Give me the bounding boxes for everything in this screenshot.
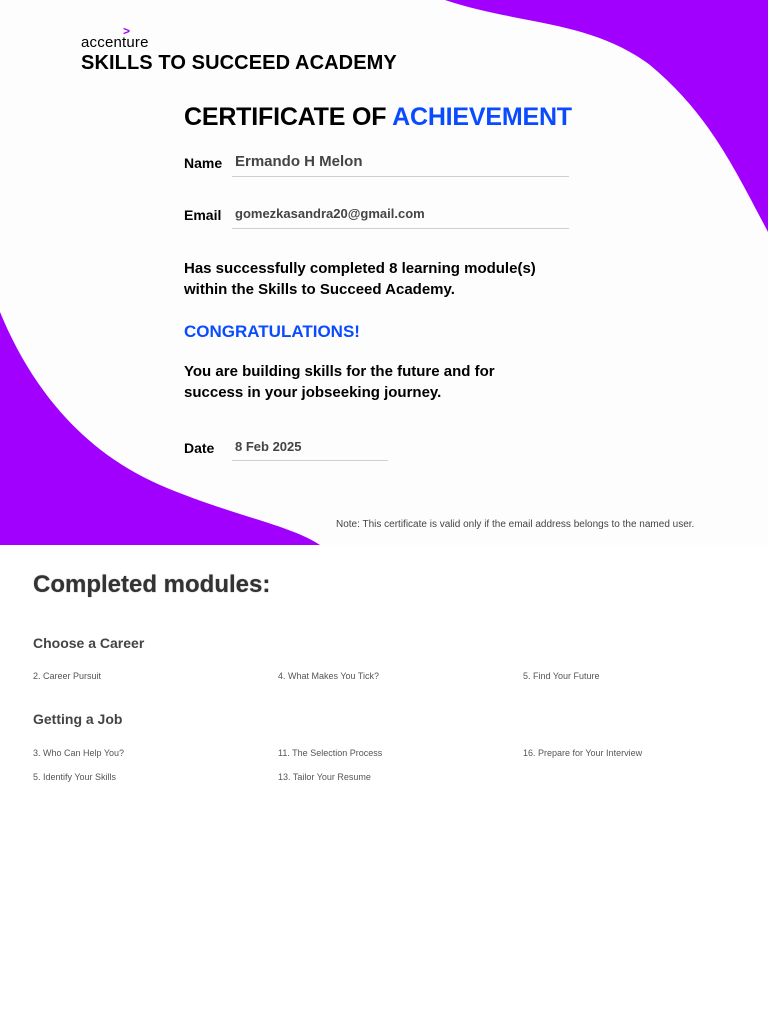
module-item: 4. What Makes You Tick?: [278, 671, 380, 681]
email-label: Email: [184, 207, 222, 223]
academy-title: SKILLS TO SUCCEED ACADEMY: [81, 52, 397, 74]
completion-line-1: Has successfully completed 8 learning module(s): [184, 260, 536, 277]
category-choose-a-career: Choose a Career: [33, 635, 145, 651]
congratulations-heading: CONGRATULATIONS!: [184, 322, 360, 341]
certificate-title: [184, 103, 572, 132]
module-item: 5. Identify Your Skills: [33, 772, 117, 782]
module-item: 5. Find Your Future: [523, 671, 600, 681]
completion-statement: [184, 258, 536, 300]
validity-note: Note: This certificate is valid only if the email address belongs to the named user.: [336, 519, 695, 530]
name-label: Name: [184, 155, 223, 171]
completion-line-2: within the Skills to Succeed Academy.: [184, 281, 455, 298]
message-line-2: success in your jobseeking journey.: [184, 384, 442, 401]
date-label: Date: [184, 440, 215, 456]
logo-wordmark: accenture: [81, 34, 149, 51]
certificate-title-highlight: ACHIEVEMENT: [392, 103, 572, 131]
module-item: 13. Tailor Your Resume: [278, 772, 371, 782]
module-item: 11. The Selection Process: [278, 748, 383, 758]
certificate-title-prefix: CERTIFICATE OF: [184, 103, 387, 131]
module-item: 3. Who Can Help You?: [33, 748, 125, 758]
module-item: 16. Prepare for Your Interview: [523, 748, 643, 758]
completed-modules-title: Completed modules:: [33, 571, 271, 598]
name-value: Ermando H Melon: [232, 153, 569, 177]
email-value: gomezkasandra20@gmail.com: [232, 206, 569, 229]
module-item: 2. Career Pursuit: [33, 671, 102, 681]
encouragement-message: [184, 361, 495, 403]
category-getting-a-job: Getting a Job: [33, 711, 123, 727]
bottom-left-wave: [0, 312, 320, 545]
date-value: 8 Feb 2025: [232, 439, 388, 461]
message-line-1: You are building skills for the future and for: [184, 363, 495, 380]
accenture-chevron-icon: >: [123, 24, 131, 38]
